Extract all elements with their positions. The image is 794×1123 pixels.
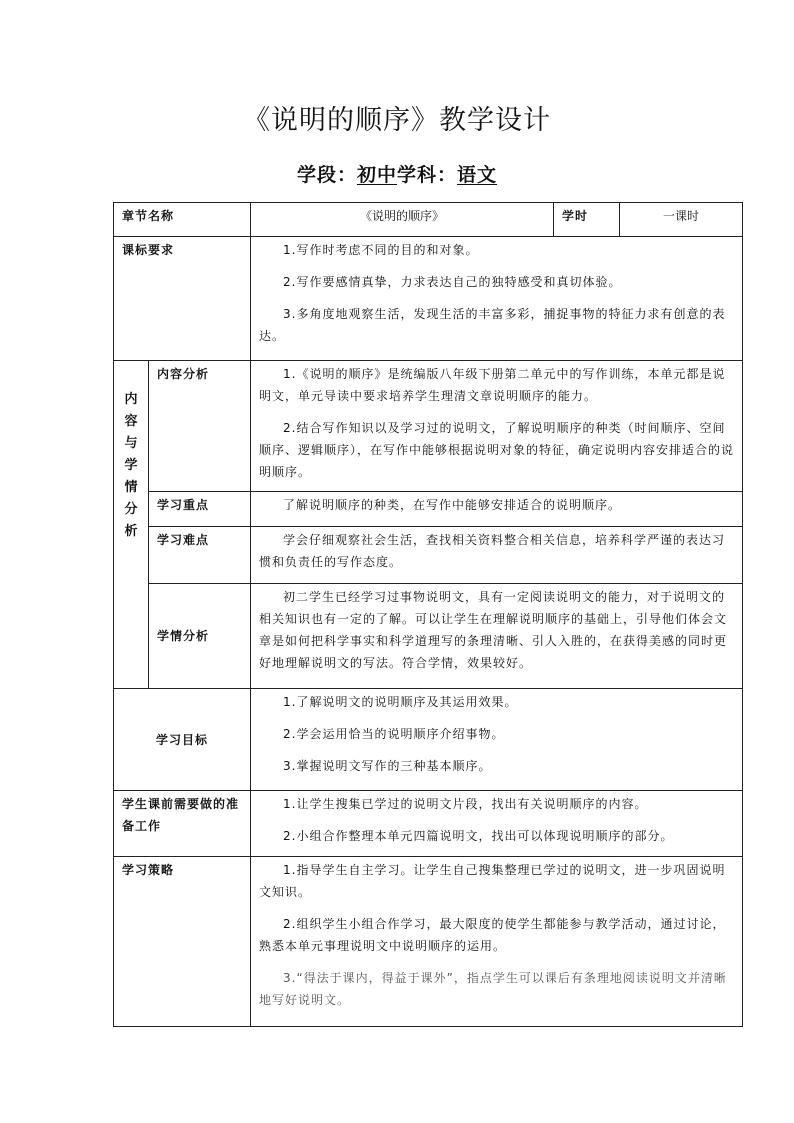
strategies-label: 学习策略: [114, 857, 251, 1027]
class-hours-value: 一课时: [620, 203, 743, 237]
document-title: 《说明的顺序》教学设计: [243, 105, 551, 136]
objectives-row: [114, 689, 743, 791]
stage-value: 初中: [356, 164, 397, 186]
analysis-group-cell: [114, 361, 149, 689]
lesson-plan-table: [113, 202, 743, 1027]
class-hours-label: 学时: [554, 203, 620, 237]
preparation-item: 2.小组合作整理本单元四篇说明文，找出可以体现说明顺序的部分。: [283, 829, 674, 843]
preparation-row: [114, 791, 743, 857]
strategy-item: 3.“得法于课内，得益于课外”，指点学生可以课后有条理地阅读说明文并清晰地写好说明文。: [259, 971, 727, 1007]
stage-label: 学段：: [296, 164, 357, 186]
strategy-item: 1.指导学生自主学习。让学生自己搜集整理已学过的说明文，进一步巩固说明文知识。: [259, 863, 726, 899]
content-analysis-row: [114, 361, 743, 492]
objective-item: 1.了解说明文的说明顺序及其运用效果。: [283, 695, 518, 709]
key-points-text: 了解说明顺序的种类，在写作中能够安排适合的说明顺序。: [283, 498, 622, 512]
standards-row: [114, 237, 743, 361]
difficulties-label: 学习难点: [149, 527, 251, 584]
strategy-item: 2.组织学生小组合作学习，最大限度的使学生都能参与教学活动，通过讨论，熟悉本单元事理说明文中说明顺序的运用。: [259, 917, 726, 953]
standards-content: [251, 237, 743, 361]
content-analysis-label: 内容分析: [149, 361, 251, 492]
document-subtitle: [0, 160, 794, 187]
strategies-content: [251, 857, 743, 1027]
subject-value: 语文: [457, 164, 498, 186]
content-analysis-item: 2.结合写作知识以及学习过的说明文，了解说明顺序的种类（时间顺序、空间顺序、逻辑顺序），在写作中能够根据说明对象的特征，确定说明内容安排适合的说明顺序。: [259, 421, 735, 479]
preparation-item: 1.让学生搜集已学过的说明文片段，找出有关说明顺序的内容。: [283, 797, 648, 811]
chapter-name-value: 《说明的顺序》: [251, 203, 554, 237]
chapter-name-label: 章节名称: [114, 203, 251, 237]
key-points-label: 学习重点: [149, 492, 251, 527]
learner-analysis-text: 初二学生已经学习过事物说明文，具有一定阅读说明文的能力，对于说明文的相关知识也有一定的了解。可以让学生在理解说明顺序的基础上，引导他们体会文章是如何把科学事实和科学道理写的条理清晰、引人入胜的，在获得美感的同时更好地理解说明文的写法。符合学情，效果较好。: [259, 590, 728, 670]
preparation-content: [251, 791, 743, 857]
learner-analysis-content: [251, 584, 743, 689]
key-points-row: [114, 492, 743, 527]
learner-analysis-row: [114, 584, 743, 689]
standards-item: 3.多角度地观察生活，发现生活的丰富多彩，捕捉事物的特征力求有创意的表达。: [259, 307, 726, 343]
key-points-content: [251, 492, 743, 527]
analysis-group-label: 内容与学情分析: [124, 392, 138, 539]
objectives-label: 学习目标: [114, 689, 251, 791]
objective-item: 3.掌握说明文写作的三种基本顺序。: [283, 759, 492, 773]
content-analysis-content: [251, 361, 743, 492]
content-analysis-item: 1.《说明的顺序》是统编版八年级下册第二单元中的写作训练，本单元都是说明文，单元导读中要求培养学生理清文章说明顺序的能力。: [259, 367, 726, 403]
header-row: [114, 203, 743, 237]
learner-analysis-label: 学情分析: [149, 584, 251, 689]
objectives-content: [251, 689, 743, 791]
difficulties-text: 学会仔细观察社会生活，查找相关资料整合相关信息，培养科学严谨的表达习惯和负责任的写作态度。: [259, 533, 726, 569]
objective-item: 2.学会运用恰当的说明顺序介绍事物。: [283, 727, 505, 741]
standards-item: 1.写作时考虑不同的目的和对象。: [283, 243, 479, 257]
subject-label: 学科：: [397, 164, 458, 186]
standards-item: 2.写作要感情真挚，力求表达自己的独特感受和真切体验。: [283, 275, 622, 289]
preparation-label: 学生课前需要做的准备工作: [114, 791, 251, 857]
standards-label: 课标要求: [114, 237, 251, 361]
difficulties-row: [114, 527, 743, 584]
difficulties-content: [251, 527, 743, 584]
strategies-row: [114, 857, 743, 1027]
